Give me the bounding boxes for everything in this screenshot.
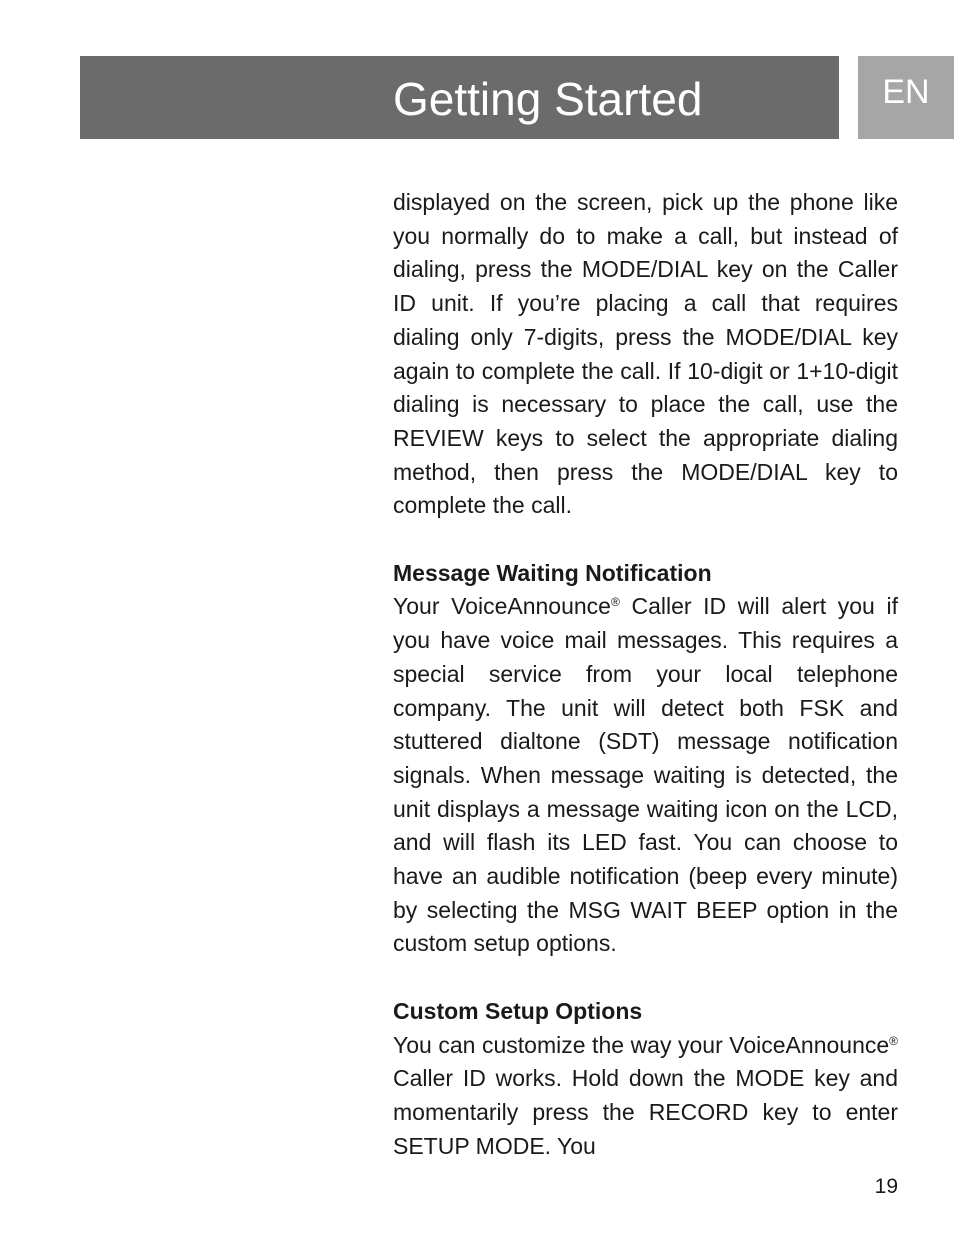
paragraph-gap bbox=[393, 961, 898, 995]
custom-setup-text-start: You can customize the way your VoiceAnnounce bbox=[393, 1031, 890, 1058]
custom-setup-paragraph bbox=[393, 1029, 898, 1164]
message-waiting-text-start: Your VoiceAnnounce bbox=[393, 593, 611, 620]
page-number: 19 bbox=[874, 1175, 898, 1198]
registered-mark: ® bbox=[610, 595, 620, 610]
message-waiting-paragraph bbox=[393, 590, 898, 961]
page-title: Getting Started bbox=[393, 73, 703, 125]
body-content bbox=[393, 186, 898, 1163]
intro-paragraph: displayed on the screen, pick up the phone like you normally do to make a call, but instead of dialing, press the MODE/DIAL key on the Caller ID unit. If you’re placing a call that requires dialing only 7-digits, press the MODE/DIAL key again to complete the call. If 10-digit or 1+10-digit dialing is necessary to place the call, use the REVIEW keys to select the appropriate dialing method, then press the MODE/DIAL key to complete the call. bbox=[393, 189, 898, 519]
custom-setup-text-end: Caller ID works. Hold down the MODE key and momentarily press the RECORD key to enter SETUP MODE. You bbox=[393, 1065, 898, 1159]
registered-mark: ® bbox=[889, 1033, 898, 1048]
custom-setup-heading: Custom Setup Options bbox=[393, 997, 643, 1024]
message-waiting-text-end: Caller ID will alert you if you have voice mail messages. This requires a special service from your local telephone company. The unit will detect both FSK and stuttered dialtone (SDT) message notification signals. When message waiting is detected, the unit displays a message waiting icon on the LCD, and will flash its LED fast. You can choose to have an audible notification (beep every minute) by selecting the MSG WAIT BEEP option in the custom setup options. bbox=[393, 593, 898, 957]
message-waiting-heading: Message Waiting Notification bbox=[393, 559, 712, 586]
language-tab bbox=[858, 56, 954, 139]
paragraph-gap bbox=[393, 523, 898, 557]
language-label: EN bbox=[882, 73, 930, 111]
